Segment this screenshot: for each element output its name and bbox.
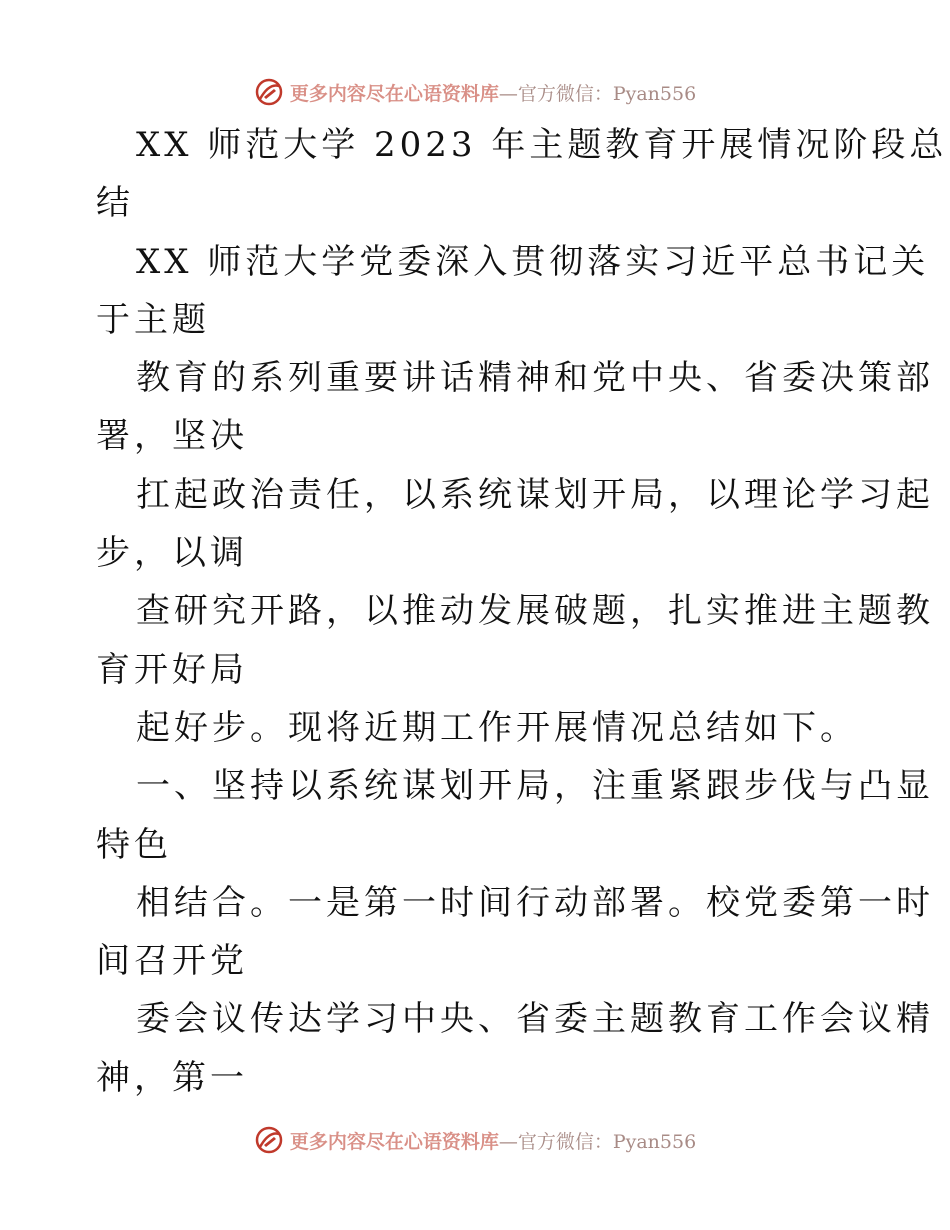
text-line: 育开好局 — [96, 649, 248, 690]
text-line: 间召开党 — [96, 941, 248, 982]
pen-logo-icon — [254, 1125, 284, 1155]
text-line: 委会议传达学习中央、省委主题教育工作会议精 — [136, 999, 934, 1040]
text-line: 教育的系列重要讲话精神和党中央、省委决策部 — [136, 358, 934, 399]
text-line: 于主题 — [96, 299, 210, 340]
text-line: 扛起政治责任，以系统谋划开局，以理论学习起 — [136, 474, 934, 515]
text-line: 一、坚持以系统谋划开局，注重紧跟步伐与凸显 — [136, 766, 934, 807]
text-line: 起好步。现将近期工作开展情况总结如下。 — [136, 707, 858, 748]
text-line: 结 — [96, 183, 134, 224]
text-line: 特色 — [96, 824, 172, 865]
text-line: 神，第一 — [96, 1057, 248, 1098]
document-body — [96, 116, 948, 1107]
watermark-text: 更多内容尽在心语资料库—官方微信：Pyan556 — [289, 1130, 697, 1153]
text-line: XX 师范大学党委深入贯彻落实习近平总书记关 — [136, 241, 930, 282]
text-line: 署，坚决 — [96, 416, 248, 457]
text-line: 相结合。一是第一时间行动部署。校党委第一时 — [136, 882, 934, 923]
text-line: 查研究开路，以推动发展破题，扎实推进主题教 — [136, 591, 934, 632]
text-line: XX 师范大学 2023 年主题教育开展情况阶段总 — [136, 125, 948, 165]
watermark-text: 更多内容尽在心语资料库—官方微信：Pyan556 — [289, 82, 697, 105]
text-line: 步，以调 — [96, 533, 248, 574]
pen-logo-icon — [254, 77, 284, 107]
watermark-header — [0, 72, 950, 112]
watermark-footer — [0, 1120, 950, 1160]
